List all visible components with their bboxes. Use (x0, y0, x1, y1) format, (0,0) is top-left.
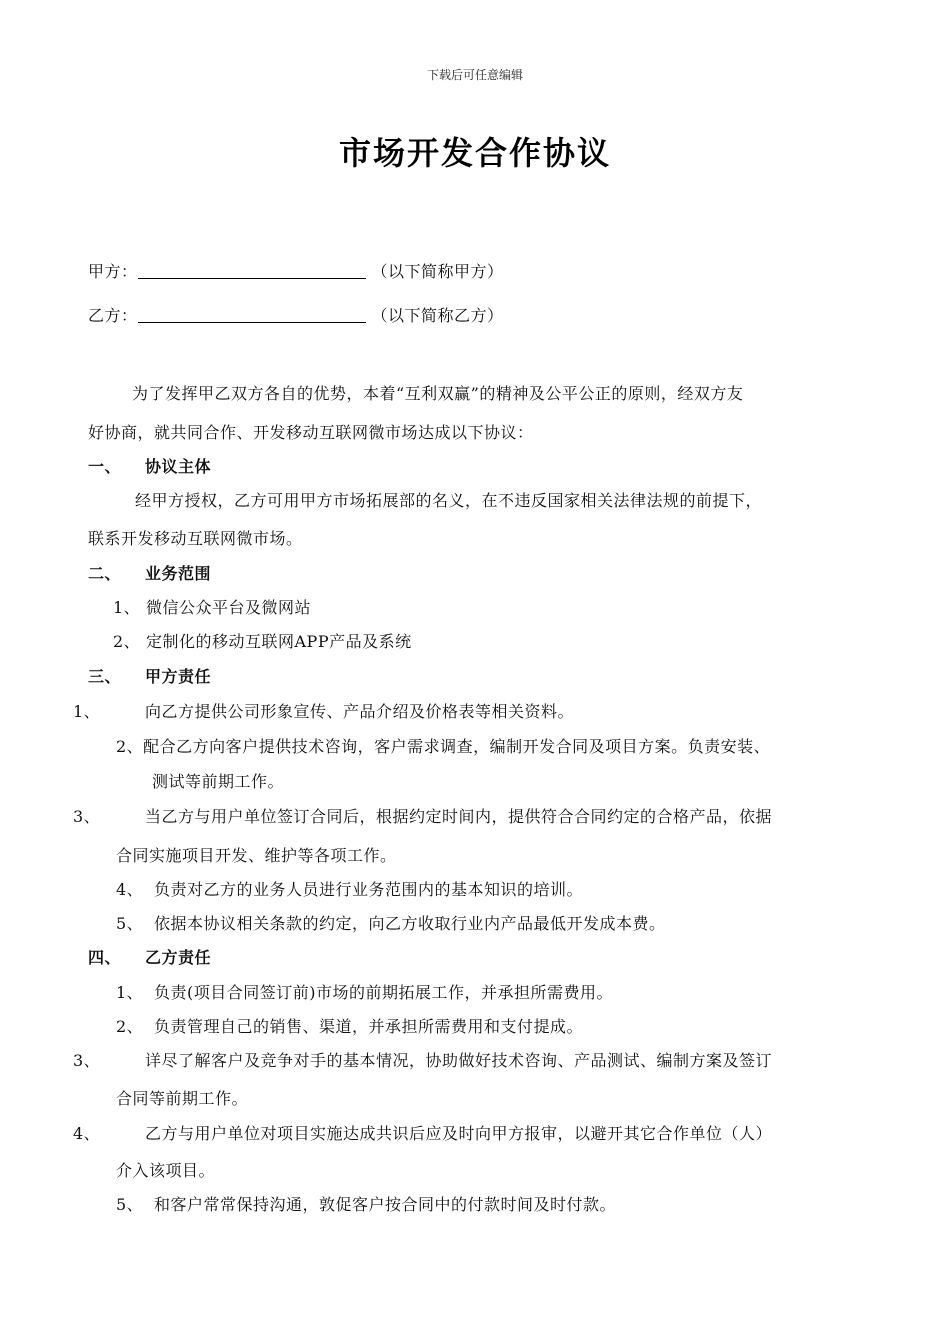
section-3-item-5: 5、 依据本协议相关条款的约定，向乙方收取行业内产品最低开发成本费。 (116, 914, 666, 933)
party-b-line (88, 305, 504, 327)
section-3-title: 甲方责任 (145, 667, 212, 686)
section-4-item-3-line-2: 合同等前期工作。 (116, 1089, 249, 1108)
party-a-blank (138, 262, 366, 279)
section-3-item-4: 4、 负责对乙方的业务人员进行业务范围内的基本知识的培训。 (116, 880, 584, 899)
section-1-heading (88, 456, 211, 478)
section-1-number: 一、 (88, 457, 122, 476)
section-4-item-1: 1、 负责(项目合同签订前)市场的前期拓展工作，并承担所需费用。 (116, 983, 613, 1002)
section-3-item-3-line-2: 合同实施项目开发、维护等各项工作。 (116, 846, 397, 865)
section-4-title: 乙方责任 (145, 948, 212, 967)
party-b-blank (138, 306, 366, 323)
section-4-heading (88, 947, 211, 969)
header-note: 下载后可任意编辑 (426, 68, 523, 82)
section-3-number: 三、 (88, 667, 122, 686)
section-2-item-1: 1、 微信公众平台及微网站 (113, 598, 312, 617)
party-a-suffix: （以下简称甲方） (371, 262, 504, 281)
section-3-item-2-line-2: 测试等前期工作。 (152, 772, 285, 791)
document-title: 市场开发合作协议 (338, 134, 611, 172)
party-a-line (88, 261, 504, 283)
section-3-item-2-line-1: 2、配合乙方向客户提供技术咨询，客户需求调查，编制开发合同及项目方案。负责安装、 (116, 737, 771, 756)
party-b-label: 乙方： (88, 306, 138, 325)
section-3-heading (88, 666, 211, 688)
section-2-title: 业务范围 (145, 564, 212, 583)
section-3-item-3-line-1: 3、 当乙方与用户单位签订合同后，根据约定时间内，提供符合合同约定的合格产品，依据 (73, 807, 773, 826)
section-1-title: 协议主体 (145, 457, 212, 476)
intro-line-2: 好协商，就共同合作、开发移动互联网微市场达成以下协议： (88, 423, 534, 442)
section-4-item-4-line-1: 4、 乙方与用户单位对项目实施达成共识后应及时向甲方报审，以避开其它合作单位（人） (73, 1124, 773, 1143)
section-3-item-1: 1、 向乙方提供公司形象宣传、产品介绍及价格表等相关资料。 (73, 702, 575, 721)
section-4-item-3-line-1: 3、 详尽了解客户及竞争对手的基本情况，协助做好技术咨询、产品测试、编制方案及签订 (73, 1051, 773, 1070)
section-1-line-2: 联系开发移动互联网微市场。 (88, 529, 303, 548)
section-4-item-4-line-2: 介入该项目。 (116, 1161, 216, 1180)
section-2-heading (88, 563, 211, 585)
section-4-item-5: 5、 和客户常常保持沟通，敦促客户按合同中的付款时间及时付款。 (116, 1195, 617, 1214)
section-4-number: 四、 (88, 948, 122, 967)
party-a-label: 甲方： (88, 262, 138, 281)
party-b-suffix: （以下简称乙方） (371, 306, 504, 325)
section-4-item-2: 2、 负责管理自己的销售、渠道，并承担所需费用和支付提成。 (116, 1017, 584, 1036)
section-1-line-1: 经甲方授权，乙方可用甲方市场拓展部的名义，在不违反国家相关法律法规的前提下， (135, 491, 763, 510)
section-2-item-2: 2、 定制化的移动互联网APP产品及系统 (113, 632, 412, 651)
intro-line-1: 为了发挥甲乙双方各自的优势，本着“互利双赢”的精神及公平公正的原则，经双方友 (132, 384, 744, 403)
section-2-number: 二、 (88, 564, 122, 583)
